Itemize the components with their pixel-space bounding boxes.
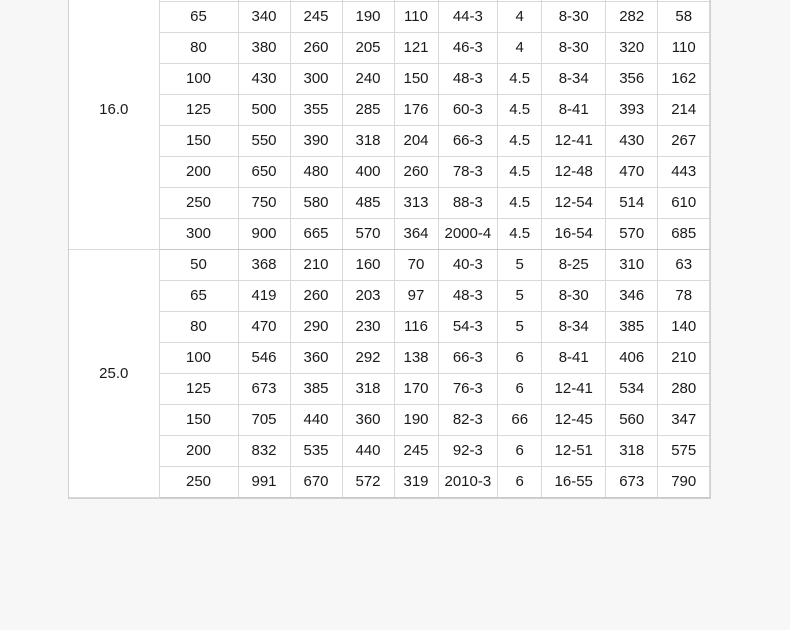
table-cell: 485 — [342, 188, 394, 219]
table-cell: 260 — [290, 33, 342, 64]
table-cell: 92-3 — [438, 436, 498, 467]
table-cell: 150 — [159, 126, 238, 157]
table-cell: 318 — [342, 374, 394, 405]
table-cell: 8-34 — [542, 64, 606, 95]
table-cell: 292 — [342, 343, 394, 374]
table-cell: 116 — [394, 312, 438, 343]
table-cell: 203 — [342, 281, 394, 312]
table-cell: 610 — [658, 188, 710, 219]
table-cell: 385 — [290, 374, 342, 405]
table-cell: 5 — [498, 312, 542, 343]
table-cell: 80 — [159, 33, 238, 64]
table-cell: 121 — [394, 33, 438, 64]
table-row — [69, 374, 710, 405]
table-row — [69, 33, 710, 64]
table-cell: 673 — [606, 467, 658, 498]
table-cell: 76-3 — [438, 374, 498, 405]
table-cell: 832 — [238, 436, 290, 467]
table-cell: 190 — [342, 2, 394, 33]
table-cell: 190 — [394, 405, 438, 436]
table-cell: 285 — [342, 95, 394, 126]
table-cell: 58 — [658, 2, 710, 33]
table-cell: 12-41 — [542, 126, 606, 157]
table-cell: 6 — [498, 374, 542, 405]
table-cell: 470 — [238, 312, 290, 343]
table-cell: 514 — [606, 188, 658, 219]
table-cell: 12-51 — [542, 436, 606, 467]
table-cell: 2010-3 — [438, 467, 498, 498]
table-cell: 580 — [290, 188, 342, 219]
table-row — [69, 64, 710, 95]
table-row — [69, 2, 710, 33]
table-row — [69, 126, 710, 157]
table-cell: 443 — [658, 157, 710, 188]
table-cell: 406 — [606, 343, 658, 374]
table-cell: 575 — [658, 436, 710, 467]
table-cell: 560 — [606, 405, 658, 436]
table-cell: 140 — [658, 312, 710, 343]
table-cell: 360 — [290, 343, 342, 374]
table-row — [69, 405, 710, 436]
table-cell: 6 — [498, 467, 542, 498]
table-cell: 78 — [658, 281, 710, 312]
table-cell: 8-30 — [542, 281, 606, 312]
table-cell: 4.5 — [498, 95, 542, 126]
table-row — [69, 188, 710, 219]
table-cell: 570 — [342, 219, 394, 250]
table-cell: 440 — [342, 436, 394, 467]
table-cell: 319 — [394, 467, 438, 498]
table-cell: 204 — [394, 126, 438, 157]
table-cell: 430 — [238, 64, 290, 95]
table-cell: 150 — [394, 64, 438, 95]
table-cell: 368 — [238, 250, 290, 281]
table-cell: 176 — [394, 95, 438, 126]
table-cell: 6 — [498, 343, 542, 374]
table-cell: 4.5 — [498, 126, 542, 157]
table-cell: 8-25 — [542, 250, 606, 281]
table-cell: 650 — [238, 157, 290, 188]
table-cell: 390 — [290, 126, 342, 157]
table-cell: 63 — [658, 250, 710, 281]
table-cell: 430 — [606, 126, 658, 157]
table-cell: 991 — [238, 467, 290, 498]
table-cell: 80 — [159, 312, 238, 343]
table-cell: 230 — [342, 312, 394, 343]
table-group-label: 16.0 — [69, 0, 159, 250]
specification-table — [69, 0, 710, 498]
table-cell: 685 — [658, 219, 710, 250]
table-row — [69, 436, 710, 467]
table-cell: 245 — [394, 436, 438, 467]
table-cell: 380 — [238, 33, 290, 64]
table-cell: 50 — [159, 250, 238, 281]
table-cell: 46-3 — [438, 33, 498, 64]
table-cell: 356 — [606, 64, 658, 95]
table-cell: 8-34 — [542, 312, 606, 343]
table-cell: 318 — [606, 436, 658, 467]
table-cell: 393 — [606, 95, 658, 126]
table-cell: 8-30 — [542, 2, 606, 33]
table-cell: 300 — [290, 64, 342, 95]
table-row — [69, 343, 710, 374]
table-cell: 320 — [606, 33, 658, 64]
table-cell: 300 — [159, 219, 238, 250]
table-cell: 200 — [159, 157, 238, 188]
table-cell: 125 — [159, 374, 238, 405]
table-cell: 66-3 — [438, 126, 498, 157]
table-cell: 16-55 — [542, 467, 606, 498]
table-cell: 82-3 — [438, 405, 498, 436]
table-cell: 282 — [606, 2, 658, 33]
table-cell: 313 — [394, 188, 438, 219]
table-cell: 400 — [342, 157, 394, 188]
table-cell: 5 — [498, 281, 542, 312]
table-group-label: 25.0 — [69, 250, 159, 498]
table-cell: 364 — [394, 219, 438, 250]
table-cell: 290 — [290, 312, 342, 343]
table-cell: 670 — [290, 467, 342, 498]
table-cell: 535 — [290, 436, 342, 467]
table-cell: 673 — [238, 374, 290, 405]
table-cell: 44-3 — [438, 2, 498, 33]
table-cell: 150 — [159, 405, 238, 436]
table-cell: 4.5 — [498, 219, 542, 250]
table-body — [69, 0, 710, 498]
table-cell: 250 — [159, 467, 238, 498]
table-cell: 546 — [238, 343, 290, 374]
table-cell: 572 — [342, 467, 394, 498]
table-cell: 750 — [238, 188, 290, 219]
table-row — [69, 250, 710, 281]
table-cell: 260 — [290, 281, 342, 312]
table-cell: 100 — [159, 343, 238, 374]
table-row — [69, 95, 710, 126]
table-cell: 2000-4 — [438, 219, 498, 250]
table-cell: 570 — [606, 219, 658, 250]
table-cell: 160 — [342, 250, 394, 281]
table-cell: 4.5 — [498, 188, 542, 219]
table-cell: 245 — [290, 2, 342, 33]
table-cell: 214 — [658, 95, 710, 126]
table-cell: 162 — [658, 64, 710, 95]
table-cell: 65 — [159, 281, 238, 312]
table-cell: 88-3 — [438, 188, 498, 219]
table-cell: 340 — [238, 2, 290, 33]
table-cell: 250 — [159, 188, 238, 219]
table-cell: 385 — [606, 312, 658, 343]
table-cell: 8-30 — [542, 33, 606, 64]
table-cell: 4.5 — [498, 157, 542, 188]
table-cell: 40-3 — [438, 250, 498, 281]
table-cell: 138 — [394, 343, 438, 374]
table-cell: 280 — [658, 374, 710, 405]
table-cell: 12-41 — [542, 374, 606, 405]
table-row — [69, 219, 710, 250]
table-cell: 790 — [658, 467, 710, 498]
table-cell: 66 — [498, 405, 542, 436]
specification-table-container — [68, 0, 711, 499]
table-cell: 347 — [658, 405, 710, 436]
table-cell: 48-3 — [438, 64, 498, 95]
table-cell: 65 — [159, 2, 238, 33]
table-cell: 419 — [238, 281, 290, 312]
table-cell: 6 — [498, 436, 542, 467]
table-cell: 440 — [290, 405, 342, 436]
table-cell: 480 — [290, 157, 342, 188]
table-row — [69, 157, 710, 188]
table-cell: 346 — [606, 281, 658, 312]
table-cell: 4.5 — [498, 64, 542, 95]
table-cell: 318 — [342, 126, 394, 157]
table-cell: 110 — [658, 33, 710, 64]
table-row — [69, 281, 710, 312]
table-cell: 54-3 — [438, 312, 498, 343]
table-cell: 705 — [238, 405, 290, 436]
table-cell: 66-3 — [438, 343, 498, 374]
table-cell: 470 — [606, 157, 658, 188]
table-cell: 240 — [342, 64, 394, 95]
table-row — [69, 467, 710, 498]
table-cell: 534 — [606, 374, 658, 405]
table-cell: 260 — [394, 157, 438, 188]
table-cell: 5 — [498, 250, 542, 281]
table-cell: 12-48 — [542, 157, 606, 188]
table-cell: 210 — [290, 250, 342, 281]
table-cell: 48-3 — [438, 281, 498, 312]
table-cell: 78-3 — [438, 157, 498, 188]
table-cell: 110 — [394, 2, 438, 33]
table-cell: 4 — [498, 2, 542, 33]
table-cell: 310 — [606, 250, 658, 281]
table-cell: 267 — [658, 126, 710, 157]
table-cell: 4 — [498, 33, 542, 64]
table-cell: 125 — [159, 95, 238, 126]
table-cell: 16-54 — [542, 219, 606, 250]
table-cell: 500 — [238, 95, 290, 126]
table-cell: 355 — [290, 95, 342, 126]
table-cell: 900 — [238, 219, 290, 250]
table-cell: 170 — [394, 374, 438, 405]
table-cell: 97 — [394, 281, 438, 312]
table-cell: 205 — [342, 33, 394, 64]
table-cell: 12-45 — [542, 405, 606, 436]
table-cell: 8-41 — [542, 95, 606, 126]
table-cell: 100 — [159, 64, 238, 95]
table-cell: 70 — [394, 250, 438, 281]
table-cell: 360 — [342, 405, 394, 436]
table-cell: 210 — [658, 343, 710, 374]
table-cell: 12-54 — [542, 188, 606, 219]
table-cell: 200 — [159, 436, 238, 467]
table-cell: 8-41 — [542, 343, 606, 374]
table-cell: 665 — [290, 219, 342, 250]
table-cell: 60-3 — [438, 95, 498, 126]
table-row — [69, 312, 710, 343]
table-cell: 550 — [238, 126, 290, 157]
